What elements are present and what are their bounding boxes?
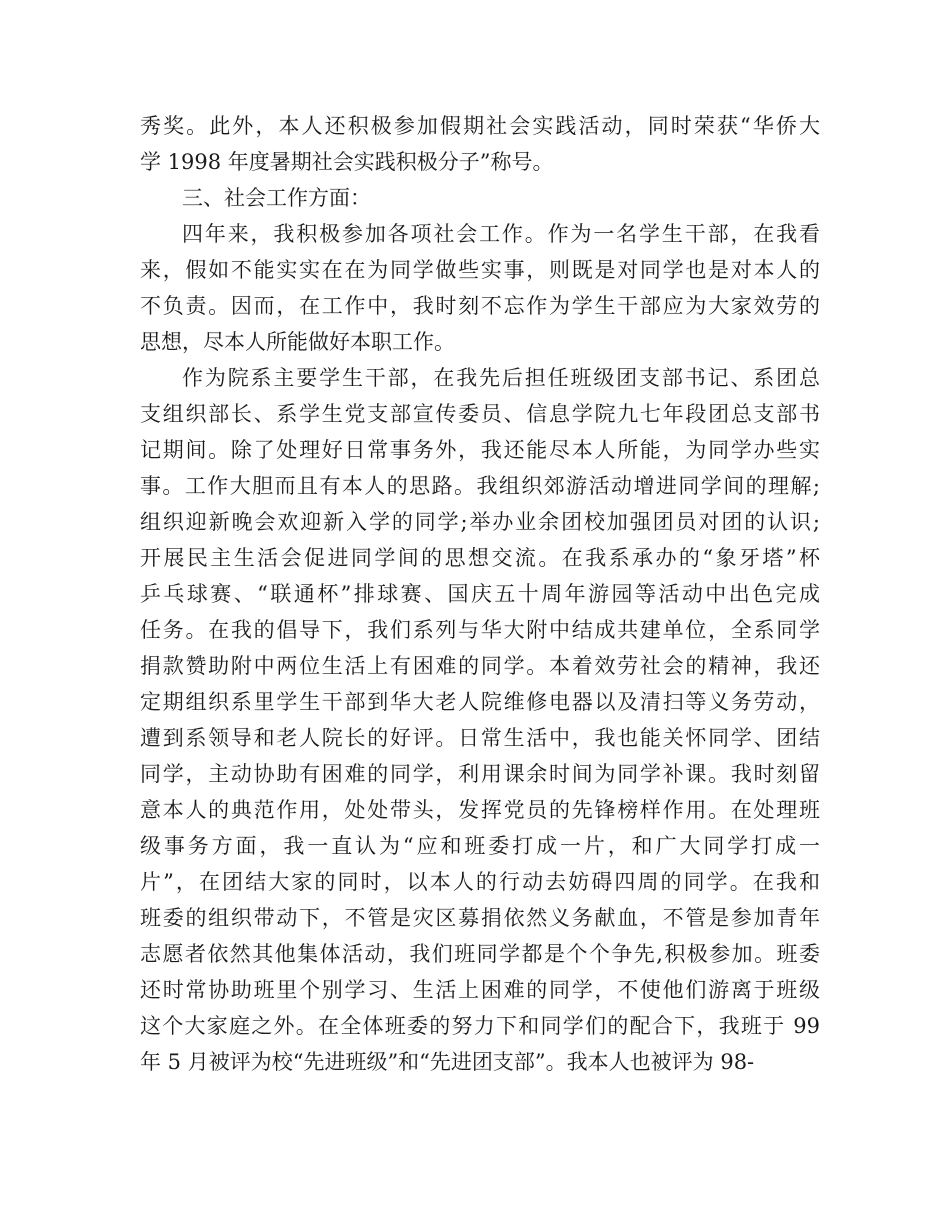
text-line: 捐款赞助附中两位生活上有困难的同学。本着效劳社会的精神，我还	[140, 654, 820, 678]
text-line: 学 1998 年度暑期社会实践积极分子”称号。	[140, 150, 554, 174]
text-line: 遭到系领导和老人院长的好评。日常生活中，我也能关怀同学、团结	[140, 726, 820, 750]
text-line: 三、社会工作方面：	[182, 186, 371, 210]
text-line: 记期间。除了处理好日常事务外，我还能尽本人所能，为同学办些实	[140, 438, 820, 462]
paragraph	[140, 216, 820, 360]
text-line: 不负责。因而，在工作中，我时刻不忘作为学生干部应为大家效劳的	[140, 294, 820, 318]
paragraph	[140, 108, 820, 180]
text-line: 班委的组织带动下，不管是灾区募捐依然义务献血，不管是参加青年	[140, 906, 820, 930]
text-line: 片”，在团结大家的同时，以本人的行动去妨碍四周的同学。在我和	[140, 870, 820, 894]
document-body	[140, 108, 820, 1080]
paragraph	[140, 360, 820, 1080]
text-line: 还时常协助班里个别学习、生活上困难的同学，不使他们游离于班级	[140, 978, 820, 1002]
text-line: 级事务方面，我一直认为“应和班委打成一片，和广大同学打成一	[140, 834, 820, 858]
text-line: 思想，尽本人所能做好本职工作。	[140, 330, 455, 354]
text-line: 乒乓球赛、“联通杯”排球赛、国庆五十周年游园等活动中出色完成	[140, 582, 820, 606]
section-heading	[140, 180, 820, 216]
text-line: 意本人的典范作用，处处带头，发挥党员的先锋榜样作用。在处理班	[140, 798, 820, 822]
text-line: 任务。在我的倡导下，我们系列与华大附中结成共建单位，全系同学	[140, 618, 820, 642]
text-line: 事。工作大胆而且有本人的思路。我组织郊游活动增进同学间的理解;	[140, 474, 820, 498]
text-line: 来，假如不能实实在在为同学做些实事，则既是对同学也是对本人的	[140, 258, 820, 282]
text-line: 定期组织系里学生干部到华大老人院维修电器以及清扫等义务劳动，	[140, 690, 820, 714]
text-line: 支组织部长、系学生党支部宣传委员、信息学院九七年段团总支部书	[140, 402, 820, 426]
text-line: 作为院系主要学生干部，在我先后担任班级团支部书记、系团总	[182, 366, 820, 390]
text-line: 组织迎新晚会欢迎新入学的同学;举办业余团校加强团员对团的认识;	[140, 510, 820, 534]
text-line: 四年来，我积极参加各项社会工作。作为一名学生干部，在我看	[182, 222, 820, 246]
text-line: 这个大家庭之外。在全体班委的努力下和同学们的配合下，我班于 99	[140, 1014, 820, 1038]
text-line: 年 5 月被评为校“先进班级”和“先进团支部”。我本人也被评为 98-	[140, 1050, 755, 1074]
text-line: 志愿者依然其他集体活动，我们班同学都是个个争先,积极参加。班委	[140, 942, 820, 966]
text-line: 同学，主动协助有困难的同学，利用课余时间为同学补课。我时刻留	[140, 762, 820, 786]
text-line: 开展民主生活会促进同学间的思想交流。在我系承办的“象牙塔”杯	[140, 546, 820, 570]
text-line: 秀奖。此外，本人还积极参加假期社会实践活动，同时荣获“华侨大	[140, 114, 820, 138]
